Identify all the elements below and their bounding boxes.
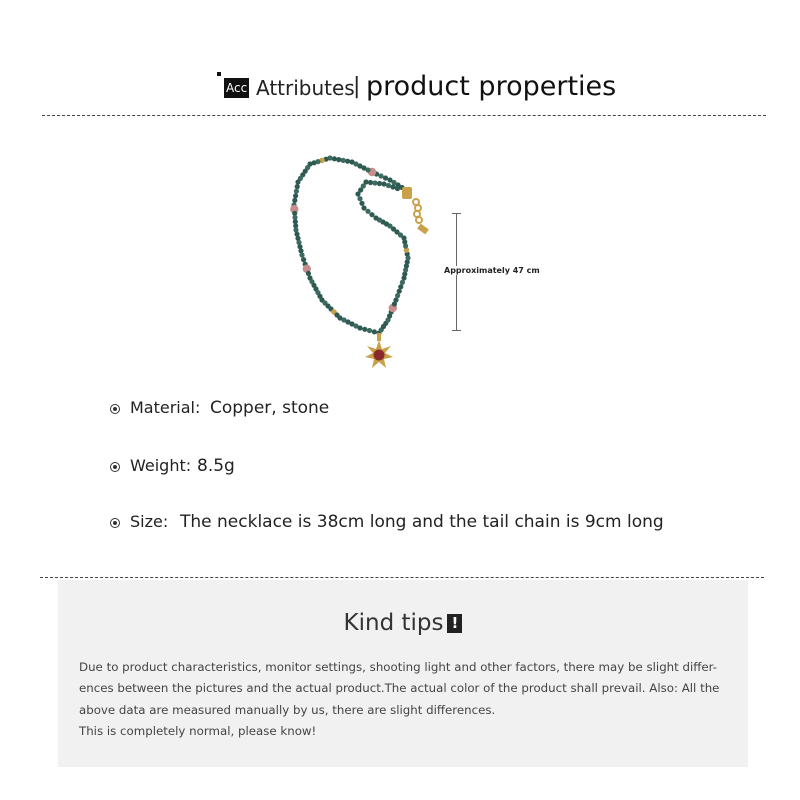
bead	[294, 189, 299, 194]
clasp-chain	[402, 187, 429, 234]
bead	[386, 183, 391, 188]
bead	[293, 193, 298, 198]
bead	[362, 327, 367, 332]
header-title-en: Attributes	[256, 76, 355, 100]
bead	[365, 209, 370, 214]
section-header	[0, 70, 800, 110]
spec-value: The necklace is 38cm long and the tail chain is 9cm long	[180, 512, 664, 532]
bullet-icon	[110, 404, 120, 414]
spec-value: 8.5g	[197, 456, 235, 476]
bead	[295, 179, 300, 184]
pendant	[365, 333, 393, 368]
bead	[367, 328, 372, 333]
page-title: product properties	[366, 71, 617, 102]
spec-key: Weight:	[130, 456, 192, 475]
tips-line: This is completely normal, please know!	[79, 723, 317, 738]
spec-key: Size:	[130, 512, 169, 531]
tips-heading	[58, 610, 748, 636]
bullet-icon	[110, 518, 120, 528]
tips-line: above data are measured manually by us, there are slight differences.	[79, 702, 496, 717]
bead	[345, 159, 350, 164]
bead	[332, 156, 337, 161]
bead	[377, 181, 382, 186]
measure-tick-bottom	[452, 330, 461, 331]
header-tag: Acc	[224, 78, 249, 98]
bead	[383, 175, 388, 180]
tips-body	[79, 657, 734, 742]
bead	[359, 201, 364, 206]
tips-title: Kind tips	[343, 610, 444, 636]
bead	[301, 257, 306, 262]
bead	[292, 198, 297, 203]
necklace-image	[280, 150, 450, 370]
bead	[368, 180, 373, 185]
bullet-icon	[110, 462, 120, 472]
kind-tips-panel	[58, 580, 748, 767]
bead	[299, 252, 304, 257]
header-separator: |	[353, 74, 361, 99]
bead	[378, 173, 383, 178]
bead	[373, 215, 378, 220]
bead	[341, 158, 346, 163]
bead	[336, 157, 341, 162]
bead	[357, 325, 362, 330]
tips-line: Due to product characteristics, monitor settings, shooting light and other factors, there may be slight differ-	[79, 660, 718, 674]
bead	[349, 159, 354, 164]
bead	[295, 184, 300, 189]
header-dot	[217, 72, 221, 76]
bead	[390, 184, 395, 189]
bead	[395, 186, 400, 191]
spec-value: Copper, stone	[210, 398, 330, 418]
divider-middle	[40, 577, 764, 578]
tips-line: ences between the pictures and the actual product.The actual color of the product shall prevail. Also: All the	[79, 681, 720, 696]
bead	[357, 196, 362, 201]
measurement-label: Approximately 47 cm	[444, 266, 540, 275]
bead	[369, 212, 374, 217]
bead	[372, 329, 377, 334]
spec-key: Material:	[130, 398, 201, 417]
divider-top	[42, 115, 766, 116]
bead	[306, 271, 311, 276]
bead	[381, 181, 386, 186]
bead	[372, 180, 377, 185]
measure-tick-top	[452, 213, 461, 214]
bead	[387, 177, 392, 182]
exclamation-icon: !	[447, 614, 462, 633]
bead	[361, 205, 366, 210]
bead	[363, 179, 368, 184]
